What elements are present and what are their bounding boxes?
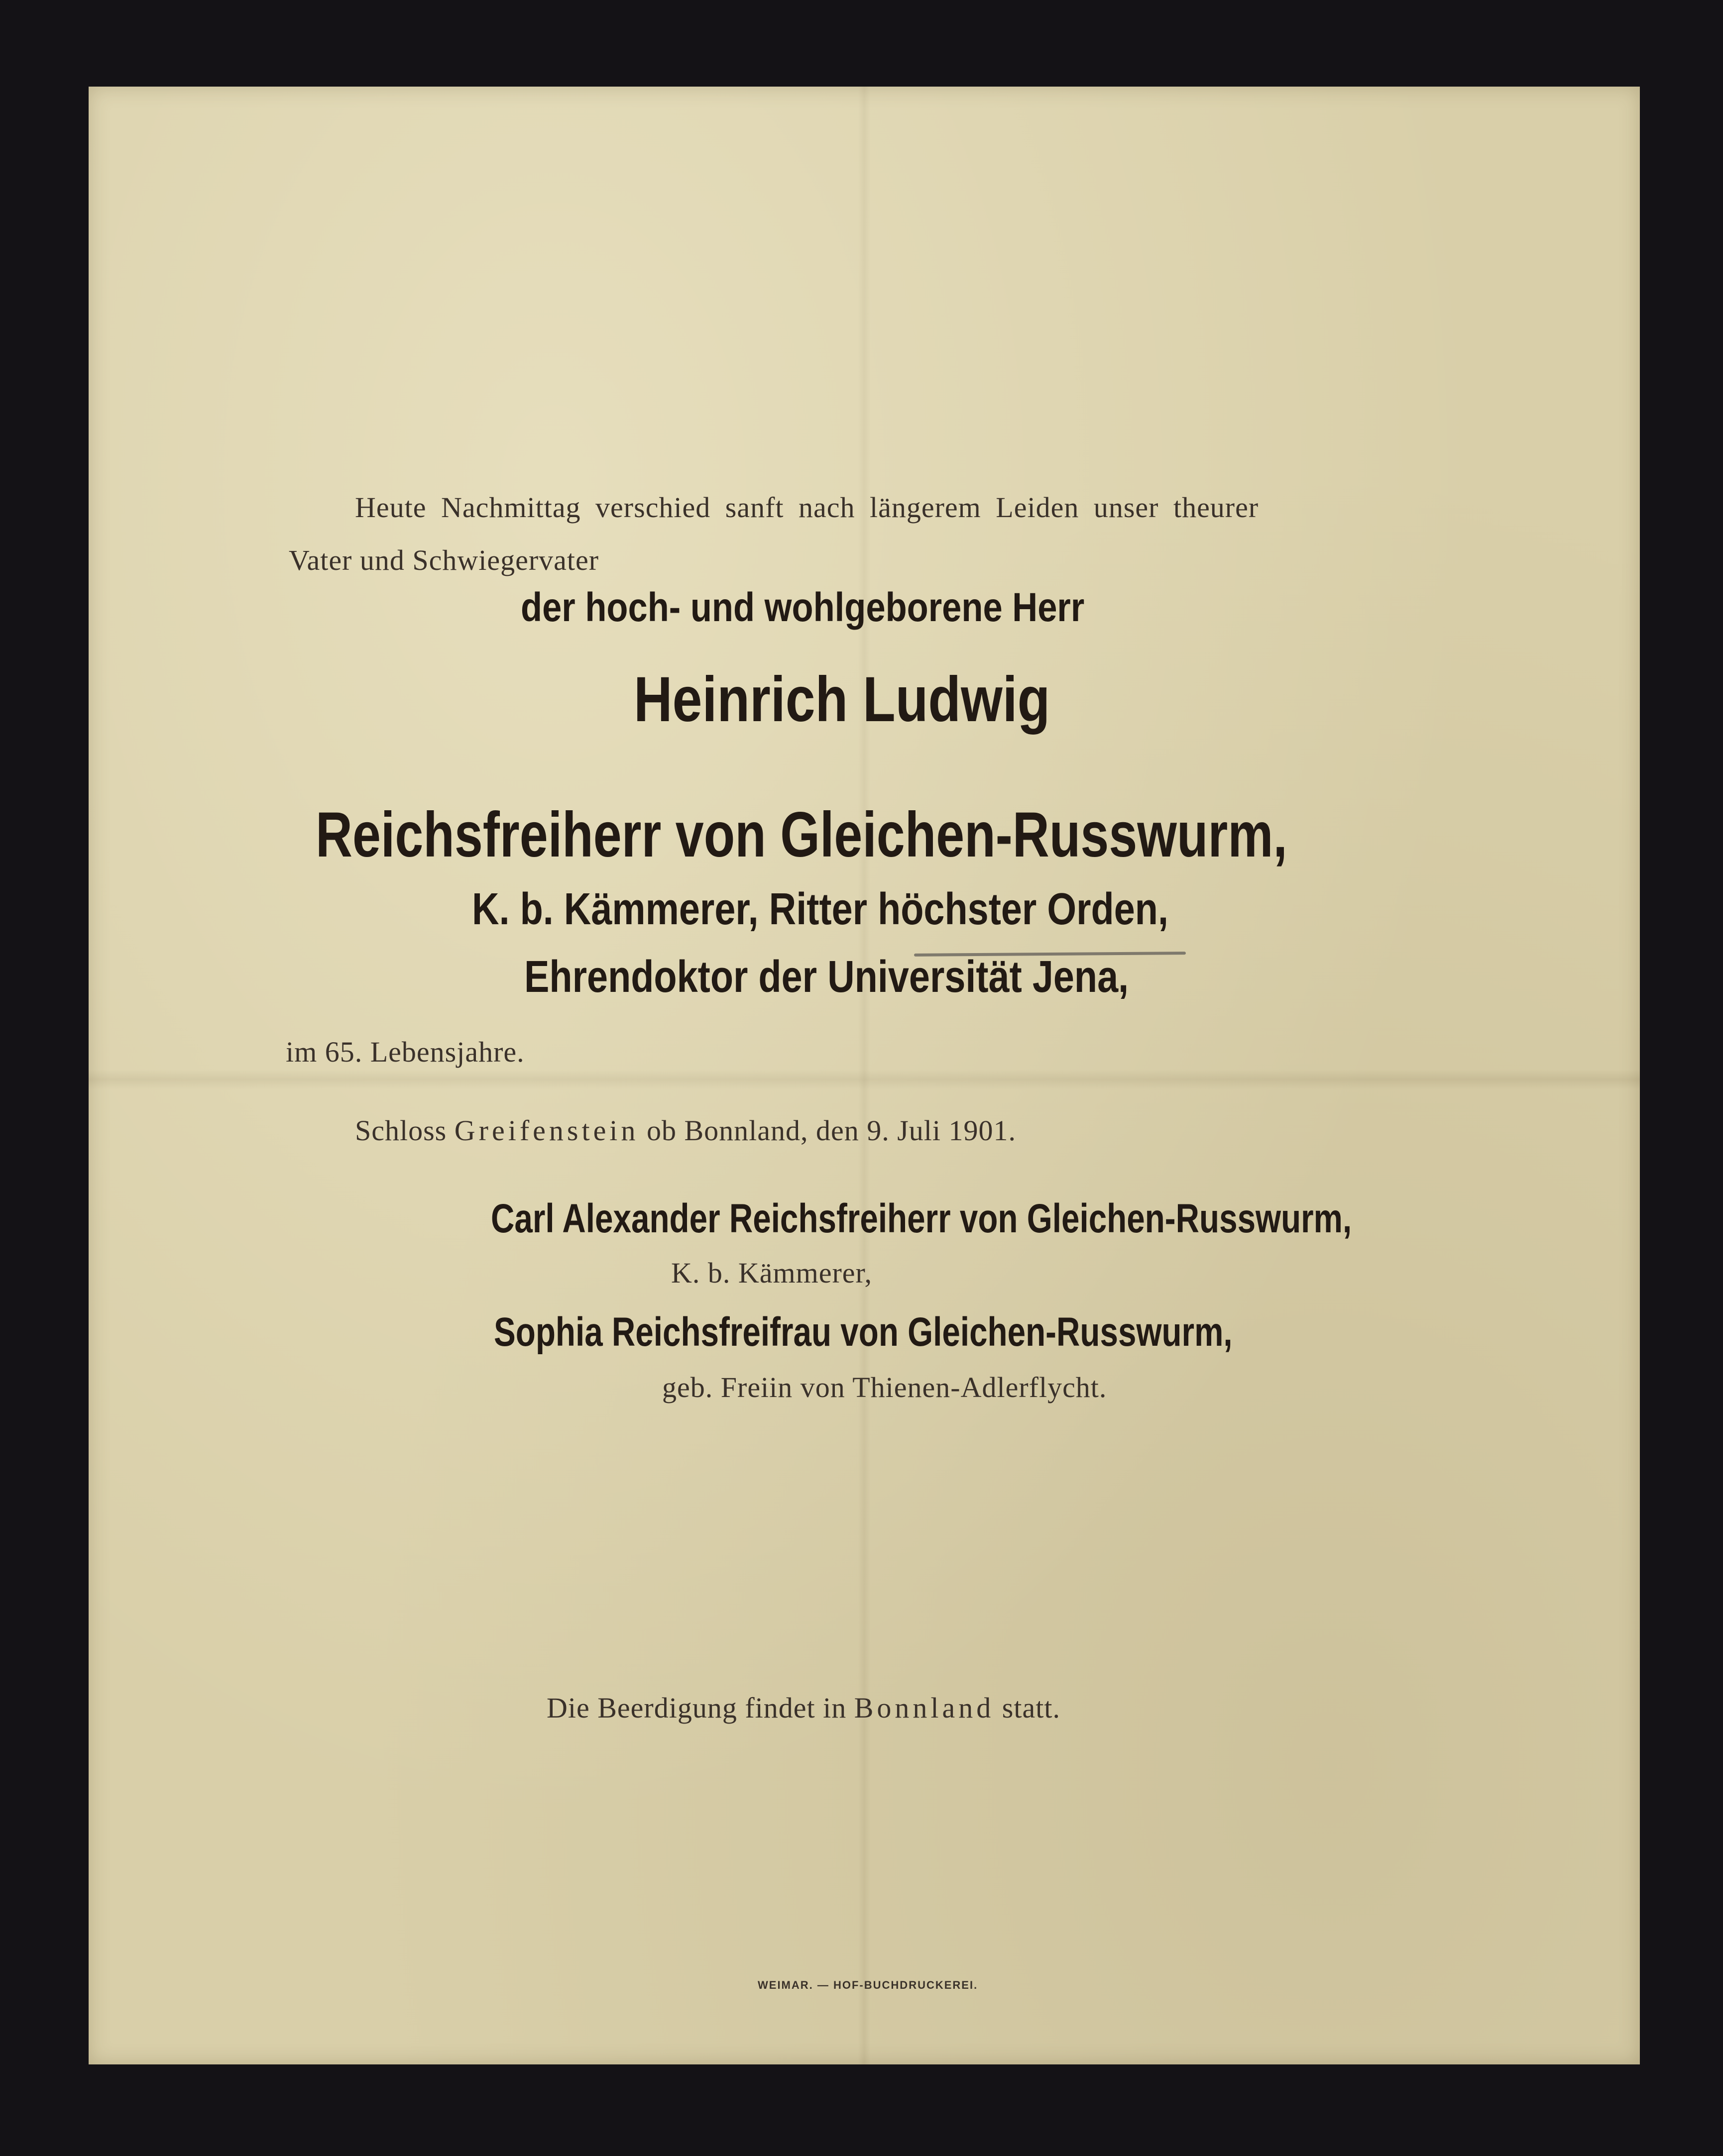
intro-line-1: Heute Nachmittag verschied sanft nach längerem Leiden unser theurer bbox=[355, 491, 1259, 524]
place-date-suffix: ob Bonnland, den 9. Juli 1901. bbox=[646, 1114, 1017, 1147]
signatory-1-detail: K. b. Kämmerer, bbox=[671, 1257, 873, 1289]
signatory-2-detail: geb. Freiin von Thienen-Adlerflycht. bbox=[662, 1371, 1107, 1403]
signatory-1-name: Carl Alexander Reichsfreiherr von Gleichen-Russwurm, bbox=[491, 1196, 1352, 1241]
funeral-suffix: statt. bbox=[1002, 1692, 1060, 1724]
place-date-prefix: Schloss bbox=[355, 1114, 447, 1147]
intro-line-2: Vater und Schwiegervater bbox=[289, 544, 599, 576]
place-date-castle: Greifenstein bbox=[454, 1114, 639, 1147]
place-date-line bbox=[355, 1114, 1016, 1147]
funeral-prefix: Die Beerdigung findet in bbox=[547, 1692, 847, 1724]
death-notice-sheet bbox=[89, 87, 1640, 2064]
honorific-line: der hoch- und wohlgeborene Herr bbox=[521, 585, 1085, 630]
deceased-title-surname: Reichsfreiherr von Gleichen-Russwurm, bbox=[316, 799, 1287, 870]
deceased-given-names: Heinrich Ludwig bbox=[634, 664, 1050, 735]
deceased-office: K. b. Kämmerer, Ritter höchster Orden, bbox=[472, 884, 1168, 934]
deceased-honors: Ehrendoktor der Universität Jena, bbox=[524, 952, 1129, 1002]
signatory-2-name: Sophia Reichsfreifrau von Gleichen-Russwurm, bbox=[494, 1309, 1233, 1355]
age-line: im 65. Lebensjahre. bbox=[286, 1036, 525, 1068]
funeral-place: Bonnland bbox=[854, 1692, 995, 1724]
funeral-line bbox=[547, 1691, 1060, 1725]
printer-imprint: WEIMAR. — HOF-BUCHDRUCKEREI. bbox=[758, 1979, 978, 1991]
